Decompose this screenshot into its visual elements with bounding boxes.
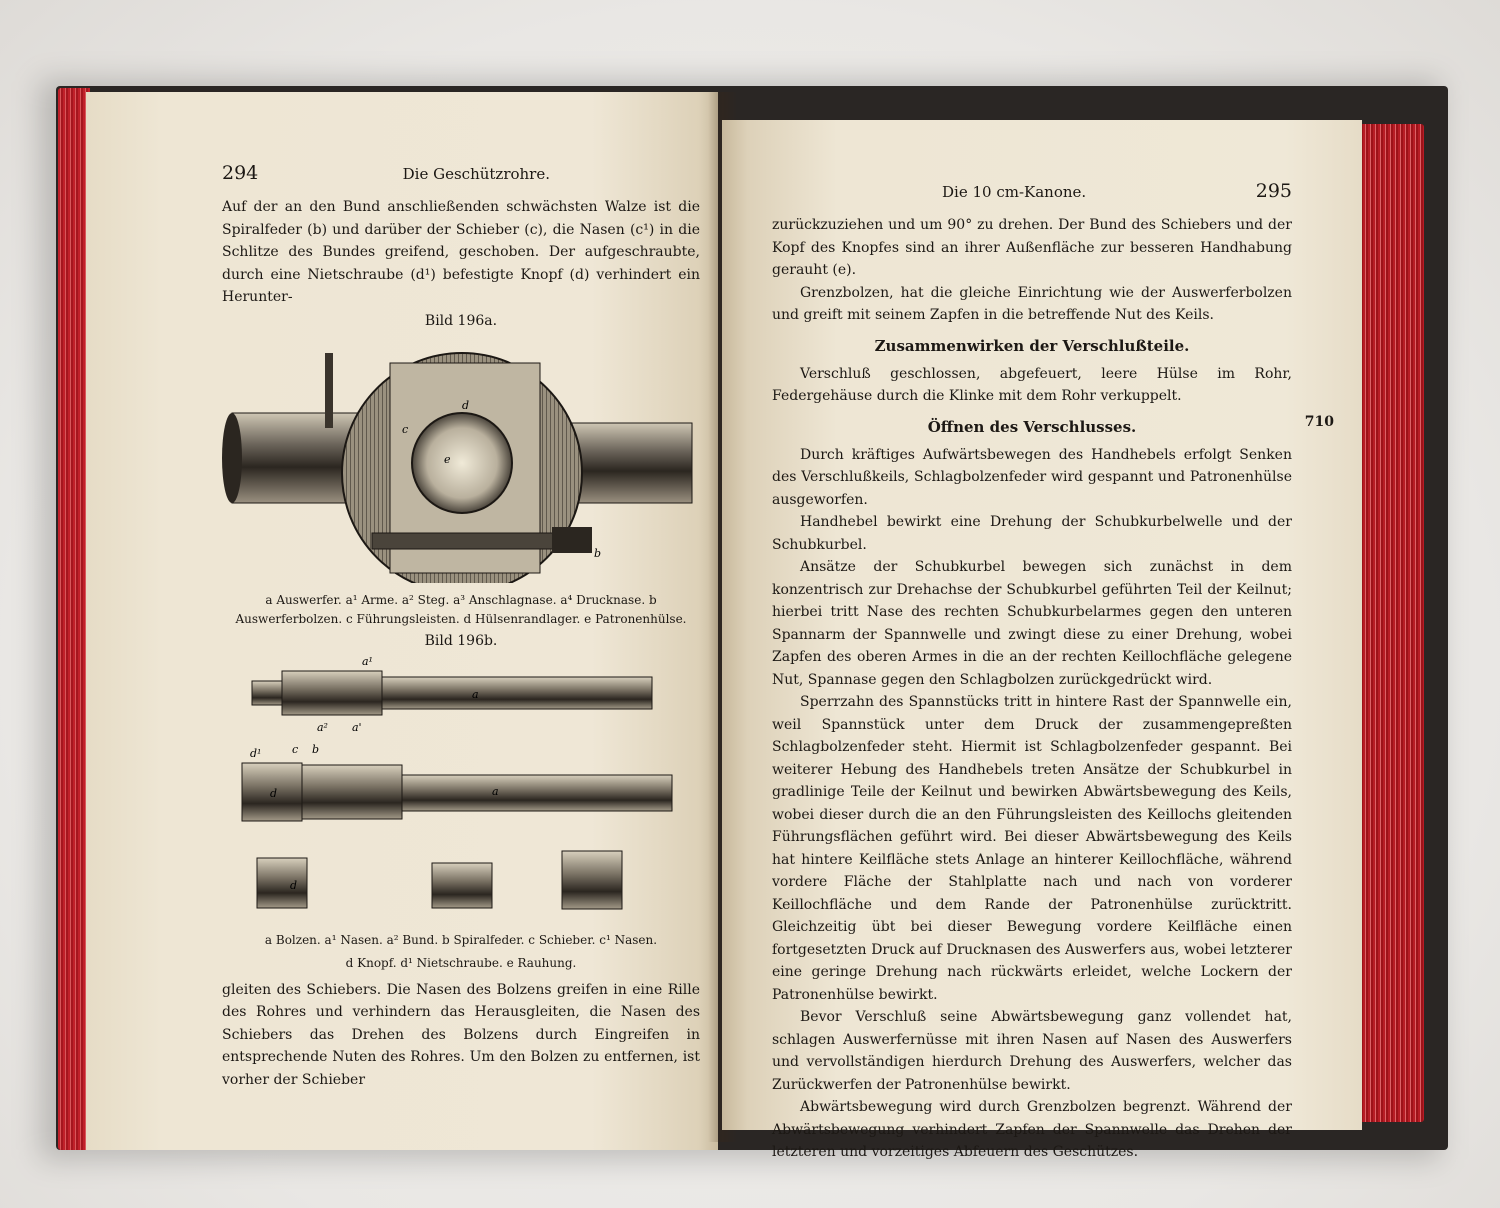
fig-b-label-d1: d¹	[250, 746, 262, 760]
margin-number: 710	[1304, 414, 1334, 430]
left-running-title: Die Geschützrohre.	[402, 165, 550, 183]
right-page	[722, 120, 1362, 1160]
fig-b-label-a: a	[472, 687, 479, 701]
left-page	[86, 92, 718, 1150]
left-bottom-paragraph: gleiten des Schiebers. Die Nasen des Bolzens greifen in eine Rille des Rohres und verhindern das Herausgleiten, die Nasen des Schiebers das Drehen des Bolzens durch Eingreifen in entsprechende Nuten des Rohres. Um den Bolzen zu entfernen, ist vorher der Schieber	[222, 981, 700, 1088]
right-paragraph-3: Verschluß geschlossen, abgefeuert, leere Hülse im Rohr, Federgehäuse durch die Klinke mit dem Rohr verkuppelt.	[772, 365, 1292, 404]
figure-196b-title: Bild 196b.	[424, 632, 498, 649]
fig-b-label-a1: a¹	[362, 654, 373, 668]
extractor-bolt	[372, 533, 572, 549]
firing-pin-rod	[325, 353, 333, 428]
bolt-upper	[252, 671, 652, 715]
right-paragraph-4: Durch kräftiges Aufwärtsbewegen des Handhebels erfolgt Senken des Verschlußkeils, Schlagbolzenfeder wird gespannt und Patronenhülse ausgeworfen.	[772, 446, 1292, 508]
fig-b-label-a-prime: a'	[352, 720, 362, 734]
figure-196a-title: Bild 196a.	[424, 312, 498, 329]
section-heading-1: Zusammenwirken der Verschlußteile.	[874, 336, 1190, 355]
fig-a-label-d: d	[462, 398, 470, 412]
right-paragraph-9: Abwärtsbewegung wird durch Grenzbolzen begrenzt. Während der Abwärtsbewegung verhindert Zapfen der Spannwelle das Drehen der letzteren und vorzeitiges Abfeuern des Geschützes.	[772, 1099, 1292, 1160]
fig-b-label-c: c	[292, 742, 299, 756]
cartridge-case	[412, 413, 512, 513]
extractor-head	[552, 527, 592, 553]
right-paragraph-6: Ansätze der Schubkurbel bewegen sich zunächst in dem konzentrisch zur Drehachse der Schubkurbel geführten Teil der Keilnut; hierbei tritt Nase des rechten Schubkurbelarmes gegen den unteren Spannarm der Spannwelle und zwingt diese zu einer Drehung, wobei Zapfen des oberen Armes in die an der rechten Keillochfläche gelegene Nut, Spannase gegen den Schlagbolzen zurückgedrückt wird.	[772, 559, 1292, 688]
right-paragraph-7: Sperrzahn des Spannstücks tritt in hintere Rast der Spannwelle ein, weil Spannstück unter dem Druck der zusammengepreßten Schlagbolzenfeder steht. Hiermit ist Schlagbolzenfeder gespannt. Bei weiterer Hebung des Handhebels treten Ansätze der Schubkurbel in gradlinige Teile der Keilnut und bewirken Abwärtsbewegung des Keils, wobei dieser durch die an den Führungsleisten des Keillochs gleitenden Führungsflächen geführt wird. Bei dieser Abwärtsbewegung des Keils hat hintere Keilfläche stets Anlage an hinterer Keillochfläche, während vordere Fläche der Stahlplatte nach und nach von vorderer Keillochfläche und dem Rande der Patronenhülse zurücktritt. Gleichzeitig übt bei dieser Bewegung vordere Keilfläche einen fortgesetzten Druck auf Drucknasen des Auswerfers aus, wobei letzterer eine geringe Drehung nach rückwärts erleidet, welche Lockern der Patronenhülse bewirkt.	[772, 694, 1292, 1003]
right-running-title: Die 10 cm-Kanone.	[942, 183, 1087, 201]
right-paragraph-8: Bevor Verschluß seine Abwärtsbewegung ganz vollendet hat, schlagen Auswerfernüsse mit ihren Nasen auf Nasen des Auswerfers und vervollständigen hierdurch Drehung des Auswerfers, welcher das Zurückwerfen der Patronenhülse bewirkt.	[772, 1009, 1292, 1093]
figure-196a-breech-illustration	[222, 333, 700, 583]
left-running-head	[222, 162, 700, 184]
fig-b-label-a-lower: a	[492, 784, 499, 798]
fig-b-label-b: b	[312, 742, 320, 756]
right-paragraph-2: Grenzbolzen, hat die gleiche Einrichtung wie der Auswerferbolzen und greift mit seinem Zapfen in die betreffende Nut des Keils.	[772, 284, 1292, 323]
fig-a-label-c: c	[402, 422, 409, 436]
figure-196b-legend-1: a Bolzen. a¹ Nasen. a² Bund. b Spiralfeder. c Schieber. c¹ Nasen.	[264, 932, 658, 947]
right-paragraph-1: zurückzuziehen und um 90° zu drehen. Der Bund des Schiebers und der Kopf des Knopfes sind an ihrer Außenfläche zur besseren Handhabung gerauht (e).	[772, 217, 1292, 278]
fig-b-label-d-part: d	[290, 878, 298, 892]
figure-196b-bolt-illustration	[222, 653, 700, 923]
right-running-head	[772, 180, 1292, 202]
bolt-parts	[257, 851, 622, 909]
left-tube	[222, 413, 362, 503]
left-top-paragraph: Auf der an den Bund anschließenden schwächsten Walze ist die Spiralfeder (b) und darüber der Schieber (c), die Nasen (c¹) in die Schlitze des Bundes greifend, geschoben. Der aufgeschraubte, durch eine Nietschraube (d¹) befestigte Knopf (d) verhindert ein Herunter-	[222, 199, 700, 305]
left-page-number: 294	[222, 162, 259, 184]
right-page-number: 295	[1255, 180, 1292, 202]
right-tube	[572, 423, 692, 503]
fig-b-label-a2: a²	[317, 720, 328, 734]
red-page-edges-right	[1358, 124, 1424, 1122]
fig-a-label-b: b	[594, 546, 602, 560]
figure-196a-legend: a Auswerfer. a¹ Arme. a² Steg. a³ Anschlagnase. a⁴ Drucknase. b Auswerferbolzen. c Führungsleisten. d Hülsenrandlager. e Patronenhülse.	[235, 592, 687, 626]
fig-a-label-e: e	[444, 452, 451, 466]
figure-196b-legend-2: d Knopf. d¹ Nietschraube. e Rauhung.	[345, 955, 577, 970]
right-paragraph-5: Handhebel bewirkt eine Drehung der Schubkurbelwelle und der Schubkurbel.	[772, 514, 1292, 553]
fig-b-label-d: d	[270, 786, 278, 800]
section-heading-2: Öffnen des Verschlusses.	[927, 417, 1137, 436]
bolt-assembled	[242, 763, 672, 821]
